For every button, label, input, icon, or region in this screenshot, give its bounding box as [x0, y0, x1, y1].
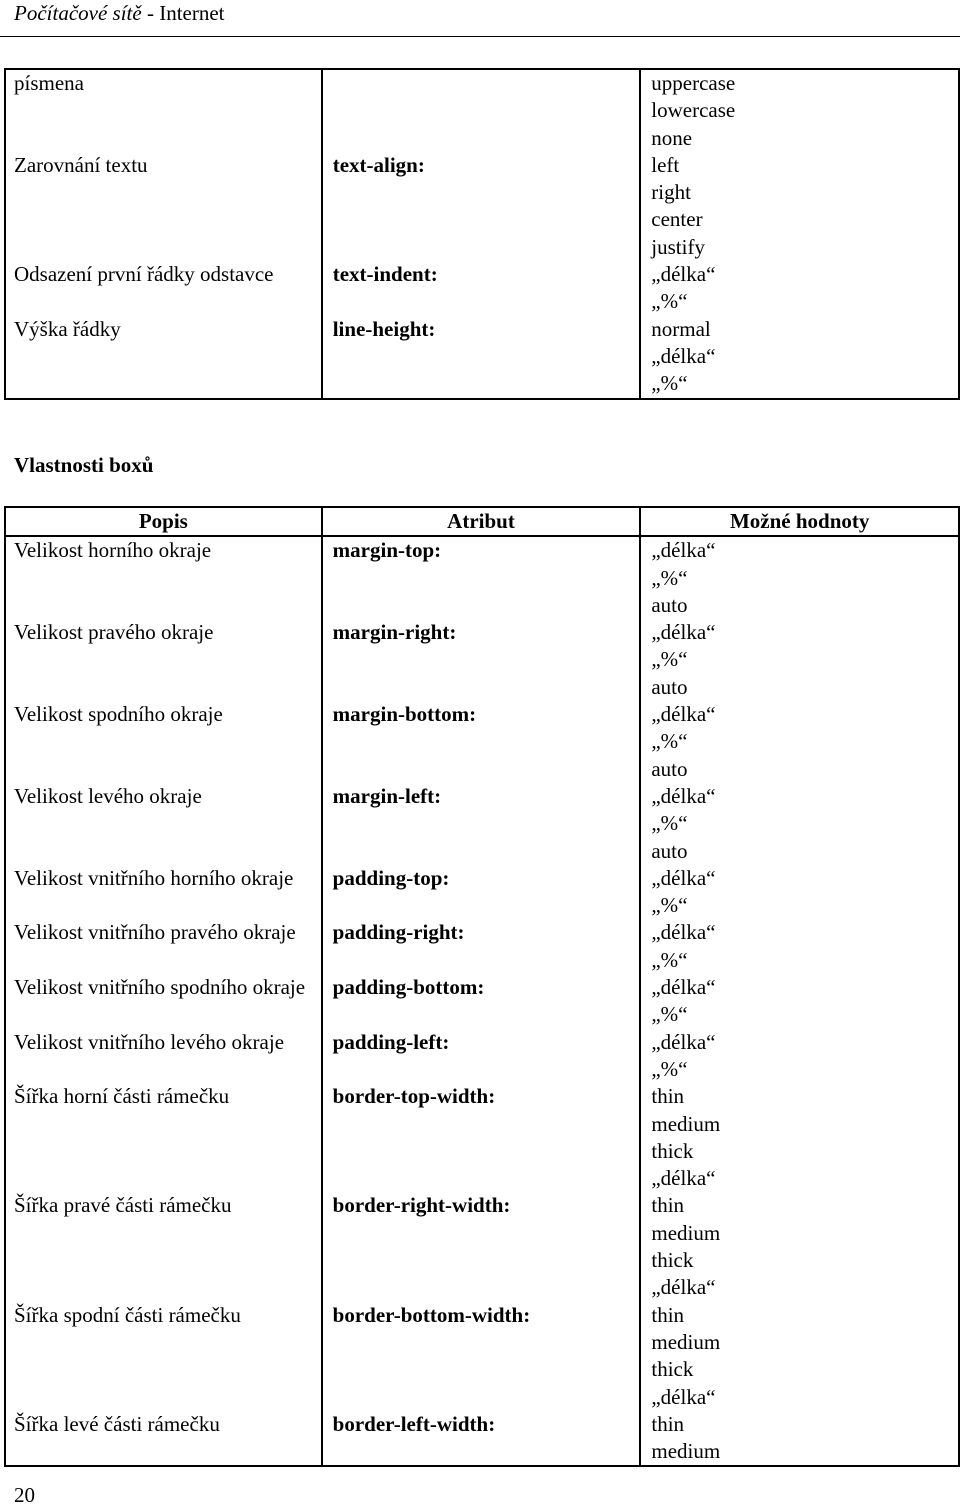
table-row [5, 619, 959, 701]
hodnoty-cell [640, 69, 959, 152]
document-title: Počítačové sítě [14, 1, 142, 25]
hodnoty-cell [640, 1192, 959, 1301]
table-row [5, 536, 959, 619]
value-item: medium [651, 1111, 721, 1136]
value-item: left [651, 152, 680, 177]
value-item: thin [651, 1302, 685, 1327]
value-item: „%“ [651, 1002, 688, 1027]
value-item: auto [651, 756, 688, 781]
atribut-cell: border-top-width: [322, 1083, 641, 1192]
value-item: „délka“ [651, 702, 716, 727]
table-row [5, 1083, 959, 1192]
value-item: „délka“ [651, 865, 716, 890]
popis-cell: Šířka levé části rámečku [5, 1411, 322, 1467]
value-item: normal [651, 316, 711, 341]
value-item: auto [651, 838, 688, 863]
value-item: medium [651, 1439, 721, 1464]
table-row [5, 261, 959, 316]
atribut-cell: text-indent: [322, 261, 641, 316]
popis-cell: Velikost vnitřního pravého okraje [5, 919, 322, 974]
value-item: none [651, 125, 693, 150]
atribut-cell: margin-left: [322, 783, 641, 865]
value-item: „délka“ [651, 343, 716, 368]
table-row [5, 1029, 959, 1084]
table-row [5, 783, 959, 865]
value-item: „délka“ [651, 1275, 716, 1300]
popis-cell: Velikost horního okraje [5, 536, 322, 619]
popis-cell: Velikost spodního okraje [5, 701, 322, 783]
table-row [5, 865, 959, 920]
atribut-cell: padding-right: [322, 919, 641, 974]
popis-cell: Velikost vnitřního levého okraje [5, 1029, 322, 1084]
popis-cell: Šířka pravé části rámečku [5, 1192, 322, 1301]
table-row [5, 152, 959, 261]
value-item: „délka“ [651, 620, 716, 645]
value-item: „délka“ [651, 975, 716, 1000]
table-row [5, 1192, 959, 1301]
table-row [5, 1302, 959, 1411]
popis-cell: Velikost levého okraje [5, 783, 322, 865]
header-hodnoty: Možné hodnoty [640, 507, 959, 536]
value-item: „%“ [651, 729, 688, 754]
hodnoty-cell [640, 1302, 959, 1411]
popis-cell: Výška řádky [5, 316, 322, 399]
atribut-cell [322, 69, 641, 152]
popis-cell: Velikost pravého okraje [5, 619, 322, 701]
atribut-cell: margin-right: [322, 619, 641, 701]
page-number: 20 [14, 1483, 35, 1507]
hodnoty-cell [640, 1411, 959, 1467]
value-item: „délka“ [651, 538, 716, 563]
hodnoty-cell [640, 316, 959, 399]
table-row [5, 69, 959, 152]
value-item: right [651, 180, 691, 205]
table-row [5, 316, 959, 399]
value-item: thin [651, 1193, 685, 1218]
value-item: „délka“ [651, 262, 716, 287]
atribut-cell: border-left-width: [322, 1411, 641, 1467]
hodnoty-cell [640, 974, 959, 1029]
popis-cell: Odsazení první řádky odstavce [5, 261, 322, 316]
header-rule [0, 36, 960, 37]
value-item: thin [651, 1411, 685, 1436]
value-item: „%“ [651, 565, 688, 590]
value-item: „délka“ [651, 920, 716, 945]
atribut-cell: border-bottom-width: [322, 1302, 641, 1411]
value-item: lowercase [651, 98, 736, 123]
hodnoty-cell [640, 783, 959, 865]
value-item: „%“ [651, 893, 688, 918]
value-item: „délka“ [651, 1029, 716, 1054]
atribut-cell: padding-bottom: [322, 974, 641, 1029]
table-row [5, 701, 959, 783]
value-item: auto [651, 592, 688, 617]
value-item: thick [651, 1248, 694, 1273]
hodnoty-cell [640, 619, 959, 701]
value-item: justify [651, 234, 705, 259]
value-item: medium [651, 1220, 721, 1245]
page-header [14, 0, 225, 26]
hodnoty-cell [640, 1029, 959, 1084]
popis-cell: Šířka horní části rámečku [5, 1083, 322, 1192]
header-popis: Popis [5, 507, 322, 536]
value-item: thick [651, 1138, 694, 1163]
box-properties-table [4, 506, 960, 1467]
value-item: thin [651, 1084, 685, 1109]
table-row [5, 919, 959, 974]
atribut-cell: margin-bottom: [322, 701, 641, 783]
value-item: „délka“ [651, 783, 716, 808]
atribut-cell: border-right-width: [322, 1192, 641, 1301]
hodnoty-cell [640, 261, 959, 316]
value-item: „délka“ [651, 1166, 716, 1191]
popis-cell: Zarovnání textu [5, 152, 322, 261]
popis-cell: Šířka spodní části rámečku [5, 1302, 322, 1411]
value-item: „%“ [651, 371, 688, 396]
table-header-row [5, 507, 959, 536]
atribut-cell: line-height: [322, 316, 641, 399]
value-item: thick [651, 1357, 694, 1382]
hodnoty-cell [640, 865, 959, 920]
hodnoty-cell [640, 919, 959, 974]
hodnoty-cell [640, 152, 959, 261]
value-item: medium [651, 1329, 721, 1354]
atribut-cell: text-align: [322, 152, 641, 261]
table-row [5, 1411, 959, 1467]
value-item: auto [651, 674, 688, 699]
text-properties-table [4, 68, 960, 400]
header-subtitle: Internet [159, 1, 225, 25]
value-item: „%“ [651, 811, 688, 836]
value-item: „%“ [651, 1056, 688, 1081]
value-item: „délka“ [651, 1384, 716, 1409]
popis-cell: Velikost vnitřního horního okraje [5, 865, 322, 920]
hodnoty-cell [640, 536, 959, 619]
value-item: uppercase [651, 71, 736, 95]
atribut-cell: padding-left: [322, 1029, 641, 1084]
section-title: Vlastnosti boxů [14, 453, 154, 477]
popis-cell: Velikost vnitřního spodního okraje [5, 974, 322, 1029]
value-item: „%“ [651, 647, 688, 672]
value-item: center [651, 207, 703, 232]
hodnoty-cell [640, 1083, 959, 1192]
atribut-cell: padding-top: [322, 865, 641, 920]
popis-cell: písmena [5, 69, 322, 152]
value-item: „%“ [651, 947, 688, 972]
hodnoty-cell [640, 701, 959, 783]
value-item: „%“ [651, 289, 688, 314]
header-separator: - [141, 1, 160, 25]
header-atribut: Atribut [322, 507, 641, 536]
table-row [5, 974, 959, 1029]
atribut-cell: margin-top: [322, 536, 641, 619]
